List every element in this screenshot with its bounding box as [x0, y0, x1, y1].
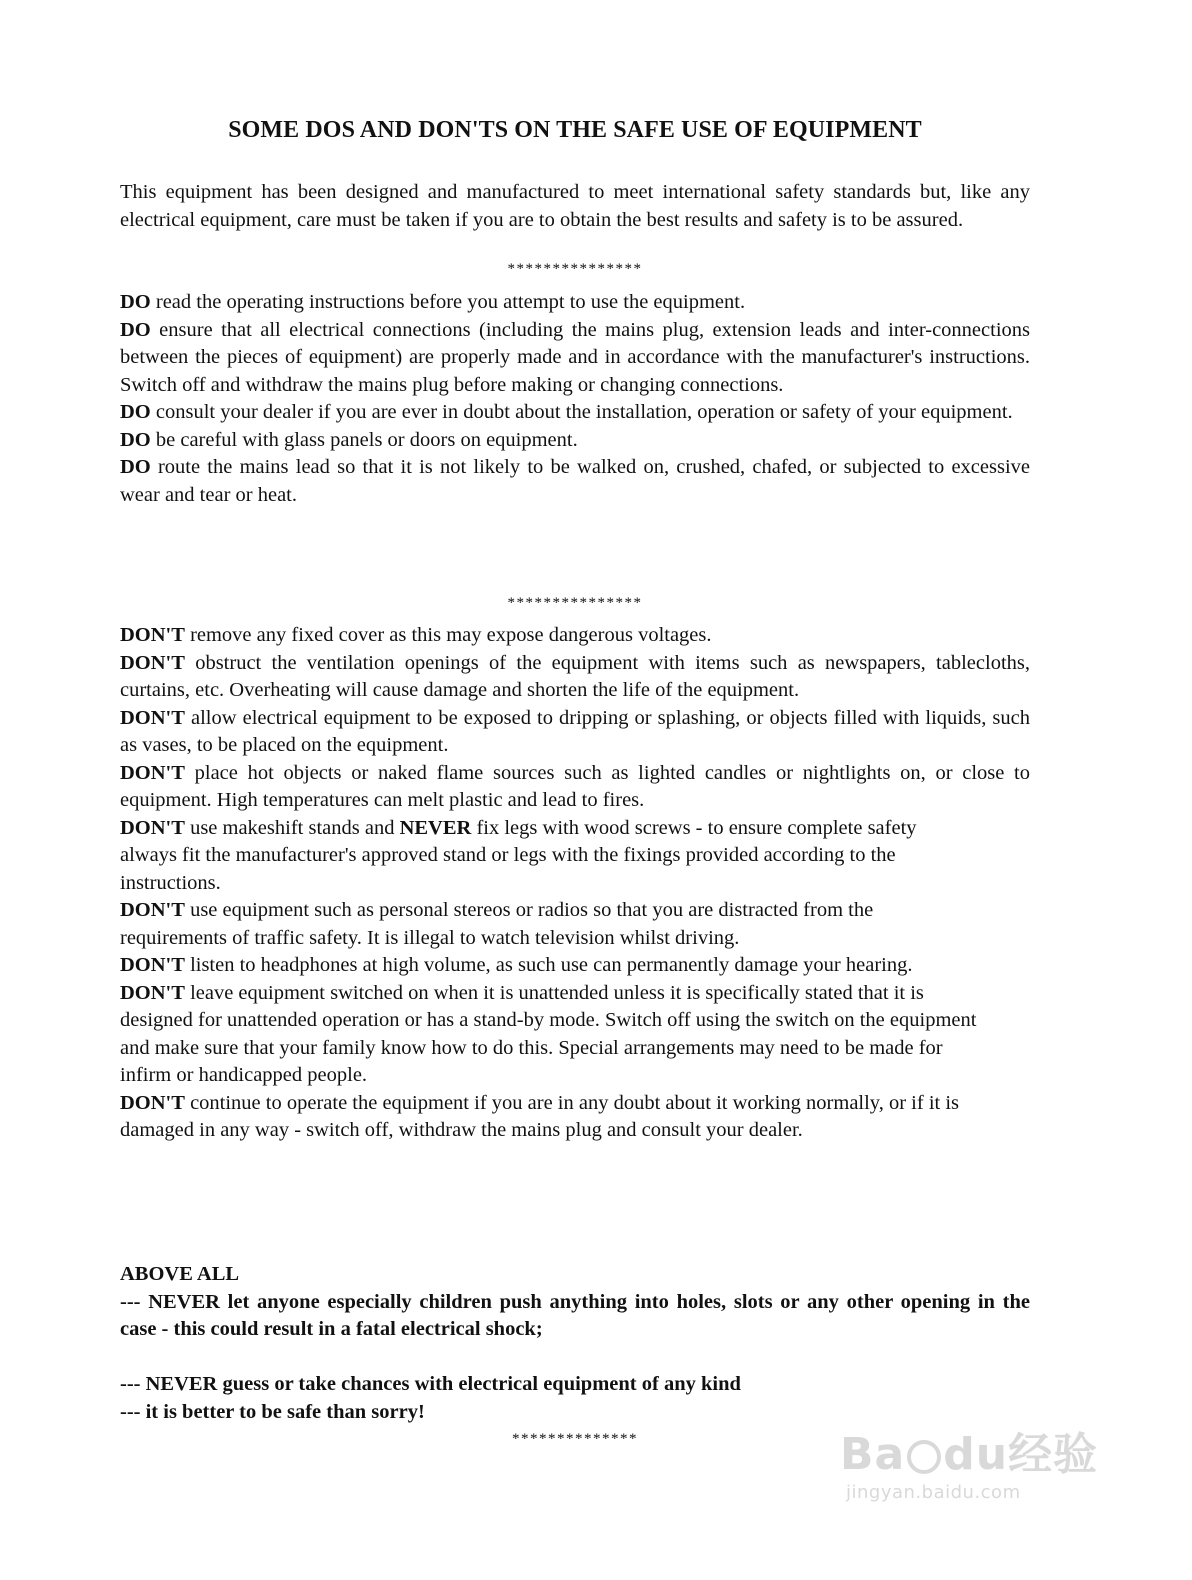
dont-item [120, 815, 1030, 898]
above-all-line: --- NEVER guess or take chances with electrical equipment of any kind [120, 1373, 741, 1395]
dont-text: allow electrical equipment to be exposed to dripping or splashing, or objects filled with liquids, such as vases, to be placed on the equipment. [120, 706, 1030, 756]
do-item [120, 427, 1030, 455]
dont-text: place hot objects or naked flame sources such as lighted candles or nightlights on, or close to equipment. High temperatures can melt plastic and lead to fires. [120, 761, 1030, 811]
do-item [120, 399, 1030, 427]
do-item [120, 454, 1030, 509]
dont-keyword: DON'T [120, 899, 185, 921]
dont-item [120, 650, 1030, 705]
dont-keyword: DON'T [120, 1091, 185, 1114]
dont-item [120, 705, 1030, 760]
do-keyword: DO [120, 318, 151, 341]
separator-stars: *************** [507, 595, 643, 611]
dont-item [120, 952, 1030, 980]
never-emphasis: NEVER [399, 816, 472, 839]
above-all-heading: ABOVE ALL [120, 1263, 240, 1285]
dont-text: continue to operate the equipment if you are in any doubt about it working normally, or if it is damaged in any way - switch off, withdraw the mains plug and consult your dealer. [120, 1091, 960, 1141]
dont-text-after: fix legs with wood screws - to ensure complete safety always fit the manufacturer's approved stand or legs with the fixings provided according to the instructions. [120, 816, 917, 894]
above-all-section [120, 1261, 1030, 1426]
dos-list [120, 289, 1030, 509]
do-keyword: DO [120, 428, 151, 451]
dont-keyword: DON'T [120, 816, 185, 839]
dont-keyword: DON'T [120, 624, 185, 646]
donts-list [120, 622, 1030, 1145]
dont-text: listen to headphones at high volume, as such use can permanently damage your hearing. [184, 954, 913, 976]
spacer [120, 1344, 1030, 1372]
do-text: ensure that all electrical connections (including the mains plug, extension leads and inter-connections between the pieces of equipment) are properly made and in accordance with the manufacturer's instructions. Switch off and withdraw the mains plug before making or changing connections. [120, 318, 1030, 396]
do-keyword: DO [120, 401, 151, 423]
page-title: SOME DOS AND DON'TS ON THE SAFE USE OF EQUIPMENT [228, 117, 922, 143]
intro-paragraph: This equipment has been designed and manufactured to meet international safety standards but, like any electrical equipment, care must be taken if you are to obtain the best results and safety is to be assured. [120, 181, 1030, 231]
dont-item [120, 897, 1030, 952]
do-item [120, 289, 1030, 317]
dont-item [120, 760, 1030, 815]
do-text: be careful with glass panels or doors on equipment. [150, 428, 578, 451]
do-item [120, 317, 1030, 400]
separator-stars: ************** [512, 1431, 638, 1447]
do-text: route the mains lead so that it is not likely to be walked on, crushed, chafed, or subjected to excessive wear and tear or heat. [120, 456, 1030, 506]
do-text: consult your dealer if you are ever in doubt about the installation, operation or safety of your equipment. [150, 401, 1013, 423]
dont-text: remove any fixed cover as this may expose dangerous voltages. [184, 624, 712, 646]
above-all-line: --- it is better to be safe than sorry! [120, 1400, 425, 1423]
do-keyword: DO [120, 456, 151, 478]
dont-text: use makeshift stands and [184, 816, 400, 839]
dont-item [120, 980, 1030, 1090]
above-all-line: --- NEVER let anyone especially children push anything into holes, slots or any other opening in the case - this could result in a fatal electrical shock; [120, 1290, 1030, 1340]
dont-keyword: DON'T [120, 651, 185, 674]
separator-stars: *************** [507, 261, 643, 277]
dont-item [120, 622, 1030, 650]
dont-keyword: DON'T [120, 981, 185, 1004]
dont-keyword: DON'T [120, 706, 185, 729]
watermark-brand-left: Ba [840, 1429, 906, 1480]
dont-item [120, 1090, 1030, 1145]
watermark-brand-cn: 经验 [1008, 1429, 1099, 1480]
do-text: read the operating instructions before you attempt to use the equipment. [150, 291, 746, 313]
watermark-url: jingyan.baidu.com [846, 1482, 1021, 1503]
paw-icon [907, 1440, 941, 1474]
do-keyword: DO [120, 291, 151, 313]
dont-keyword: DON'T [120, 761, 185, 784]
dont-text: obstruct the ventilation openings of the equipment with items such as newspapers, tablecloths, curtains, etc. Overheating will cause damage and shorten the life of the equipment. [120, 651, 1030, 701]
dont-text: leave equipment switched on when it is unattended unless it is specifically stated that it is designed for unattended operation or has a stand-by mode. Switch off using the switch on the equipment and make sure that your family know how to do this. Special arrangements may need to be made for infirm or handicapped people. [120, 981, 977, 1086]
baidu-watermark [840, 1418, 1110, 1518]
dont-keyword: DON'T [120, 954, 185, 976]
dont-text: use equipment such as personal stereos or radios so that you are distracted from the requirements of traffic safety. It is illegal to watch television whilst driving. [120, 899, 874, 949]
watermark-brand-right: du [943, 1429, 1009, 1480]
watermark-brand [840, 1418, 1110, 1482]
